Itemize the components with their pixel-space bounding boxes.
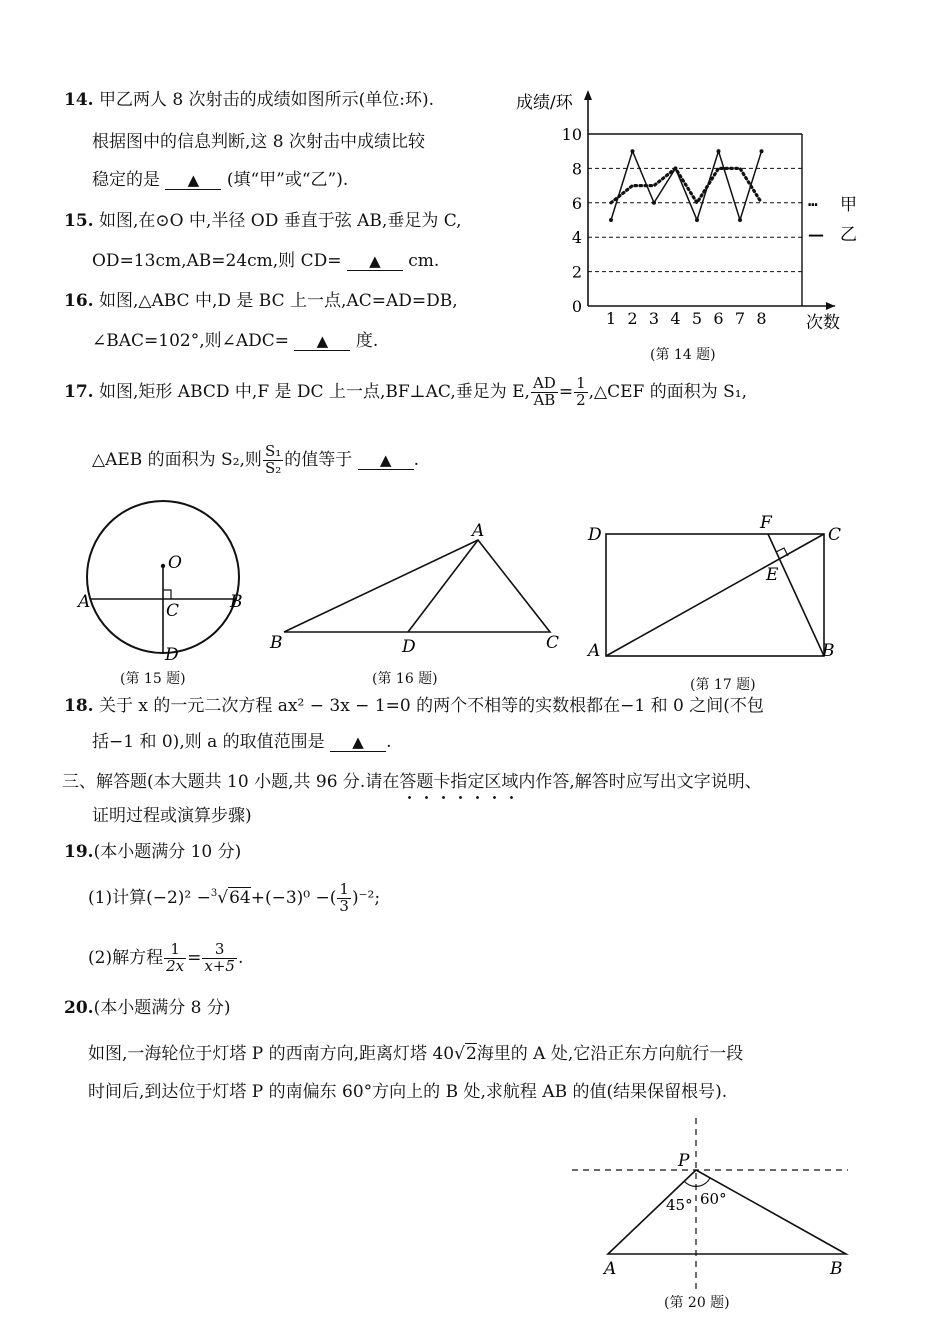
label-f: F [760,513,772,533]
equals-sign: = [558,381,574,402]
q19-period: . [237,947,244,968]
series-point-yi [652,201,656,205]
y-tick-label: 0 [571,297,582,316]
q19-part2 [88,942,243,975]
section3-heading-line2: 证明过程或演算步骤) [92,806,252,826]
label-a: A [604,1259,617,1279]
series-point-yi [631,149,635,153]
q15-text-1: 如图,在⊙O 中,半径 OD 垂直于弦 AB,垂足为 C, [98,211,462,231]
series-point-yi [717,149,721,153]
fraction-numerator: S₁ [264,442,282,460]
x-tick-label: 6 [713,309,724,328]
q20-heading [64,1000,230,1017]
label-e: E [766,565,779,585]
q18-line1 [64,698,764,715]
series-point-yi [695,218,699,222]
label-c: C [546,633,560,653]
q16-triangle-figure [262,518,572,668]
fraction-numerator: 3 [202,942,237,959]
q16-text-1: 如图,△ABC 中,D 是 BC 上一点,AC=AD=DB, [98,291,458,311]
q20-line1 [88,1046,743,1063]
label-d: D [165,645,179,665]
q20-lighthouse-figure [560,1114,860,1294]
q18-text-2a: 括−1 和 0),则 a 的取值范围是 [92,732,325,752]
legend-label: 乙 [840,225,857,245]
label-a: A [472,521,485,541]
section3-text-1b: 内作答,解答时应写出文字说明、 [518,772,762,792]
label-o: O [168,553,182,573]
label-d: D [588,525,602,545]
q18-text-1: 关于 x 的一元二次方程 ax² − 3x − 1=0 的两个不相等的实数根都在−1 和 0 之间(不包 [98,696,764,716]
q19-fraction-left [164,942,186,975]
q15-answer-blank [347,253,403,271]
q20-head: (本小题满分 8 分) [93,998,231,1018]
triangle-abc [284,540,550,632]
section3-emphasized-text: 答题卡指定区域 [399,772,519,792]
q14-text-1: 甲乙两人 8 次射击的成绩如图所示(单位:环). [98,90,435,110]
answer-triangle-icon: ▲ [379,450,392,469]
q16-caption: (第 16 题) [372,671,438,687]
x-tick-label: 8 [756,309,767,328]
y-tick-label: 10 [561,125,582,144]
q17-answer-blank [358,452,414,470]
q18-number: 18. [64,696,94,716]
y-tick-label: 6 [571,193,582,213]
x-tick-label: 3 [648,309,660,328]
q19-part1-text-b: +(−3)⁰ −( [250,887,337,908]
triangle-pab [608,1170,846,1254]
q14-caption: (第 14 题) [650,347,716,363]
q16-line1 [64,293,458,310]
q14-text-3b: (填“甲”或“乙”). [226,170,349,190]
q17-period: . [413,449,420,470]
x-tick-label: 2 [627,309,638,328]
y-tick-label: 8 [571,159,582,179]
label-angle-45: 45° [666,1196,693,1214]
series-point-yi [609,218,613,222]
x-axis-arrow-icon [826,302,835,310]
q16-text-2a: ∠BAC=102°,则∠ADC= [92,331,290,351]
label-b: B [822,641,835,661]
label-d: D [402,637,416,657]
answer-triangle-icon: ▲ [187,171,200,189]
label-b: B [230,592,243,612]
fraction-denominator: 3 [339,896,349,915]
q17-text-2b: 的值等于 [284,449,353,470]
q15-circle-figure [70,490,260,670]
q20-text-1b: 海里的 A 处,它沿正东方向航行一段 [476,1044,744,1064]
q17-fraction-one-half [574,376,588,409]
radical-sign-icon: √ [454,1044,465,1064]
q15-caption: (第 15 题) [120,671,186,687]
label-c: C [828,525,842,545]
x-tick-label: 4 [670,309,681,328]
q20-number: 20. [64,998,94,1018]
right-angle-mark [163,590,171,599]
diagonal-ac [606,534,824,656]
series-point-yi [760,149,764,153]
sqrt-radicand: 2 [465,1044,477,1064]
q14-number: 14. [64,90,94,110]
q14-text-3a: 稳定的是 [92,170,160,190]
series-line-jia [611,168,762,202]
answer-triangle-icon: ▲ [352,733,364,751]
cube-root-radicand: 64 [229,887,251,908]
q17-fraction-s1-s2 [263,444,283,477]
fraction-denominator: AB [533,390,556,409]
equals-sign: = [187,947,202,968]
label-p: P [678,1151,690,1171]
q15-text-2a: OD=13cm,AB=24cm,则 CD= [92,251,342,271]
q19-part1-text-c: )⁻²; [351,887,381,908]
center-point-o [161,564,165,568]
label-b: B [830,1259,843,1279]
q17-line1 [64,376,747,409]
label-a: A [78,592,91,612]
q19-fraction-right [202,942,237,975]
fraction-numerator: AD [532,374,556,392]
q19-head: (本小题满分 10 分) [93,842,242,862]
fraction-denominator: x+5 [204,956,235,975]
q18-period: . [386,732,392,752]
answer-triangle-icon: ▲ [316,332,329,350]
q15-line2 [92,253,439,271]
q17-line2 [92,444,419,477]
fraction-numerator: 1 [339,880,349,898]
legend-label: 甲 [840,195,857,215]
legend-symbol: — [808,225,824,244]
cube-root-index: 3 [210,888,218,900]
q17-rectangle-figure [582,514,852,664]
q15-text-2b: cm. [408,251,440,271]
q19-part1 [88,882,380,915]
fraction-denominator: 2x [166,956,185,975]
y-tick-label: 2 [571,262,582,282]
label-c: C [166,601,180,621]
fraction-numerator: 1 [164,942,186,959]
x-axis-label: 次数 [806,313,840,333]
q17-text-1b: ,△CEF 的面积为 S₁, [588,381,747,402]
q16-line2 [92,333,378,351]
q15-number: 15. [64,211,94,231]
label-a: A [588,641,601,661]
series-point-yi [674,166,678,170]
q19-part1-text-a: (1)计算(−2)² − [88,887,211,908]
radical-sign-icon: √ [217,887,229,908]
q19-part2-text-a: (2)解方程 [88,947,164,968]
q17-text-2a: △AEB 的面积为 S₂,则 [92,449,262,470]
q17-number: 17. [64,381,94,402]
q18-answer-blank [330,734,386,752]
q16-number: 16. [64,291,94,311]
section3-text-1a: 三、解答题(本大题共 10 小题,共 96 分.请在 [62,772,400,792]
answer-triangle-icon: ▲ [369,252,381,270]
q18-line2 [92,734,391,752]
fraction-denominator: S₂ [264,458,282,477]
x-tick-label: 7 [734,309,746,328]
q17-fraction-ad-ab [531,376,558,409]
q17-caption: (第 17 题) [690,677,756,693]
q20-text-1a: 如图,一海轮位于灯塔 P 的西南方向,距离灯塔 40 [88,1044,455,1064]
label-angle-60: 60° [700,1190,727,1208]
q17-text-1a: 如图,矩形 ABCD 中,F 是 DC 上一点,BF⊥AC,垂足为 E, [98,381,530,402]
q16-text-2b: 度. [355,331,379,351]
q20-text-2: 时间后,到达位于灯塔 P 的南偏东 60°方向上的 B 处,求航程 AB 的值(结果保留根号). [88,1082,728,1102]
fraction-numerator: 1 [576,374,586,392]
y-tick-label: 4 [571,228,582,248]
q19-heading [64,844,241,861]
series-point-yi [738,218,742,222]
y-axis-arrow-icon [584,90,592,100]
angle-arc [684,1178,710,1186]
q19-number: 19. [64,842,94,862]
q15-line1 [64,213,462,230]
y-axis-label: 成绩/环 [516,93,573,113]
q19-fraction-one-third [337,882,351,915]
x-tick-label: 1 [605,309,617,328]
q16-answer-blank [294,333,350,351]
fraction-denominator: 2 [576,390,586,409]
x-tick-label: 5 [691,309,703,328]
label-b: B [270,633,283,653]
q14-text-2: 根据图中的信息判断,这 8 次射击中成绩比较 [92,132,426,152]
section3-heading-line1 [62,774,762,791]
q20-caption: (第 20 题) [664,1295,730,1311]
legend-symbol: ┅ [808,195,818,214]
segment-ad [408,540,478,632]
